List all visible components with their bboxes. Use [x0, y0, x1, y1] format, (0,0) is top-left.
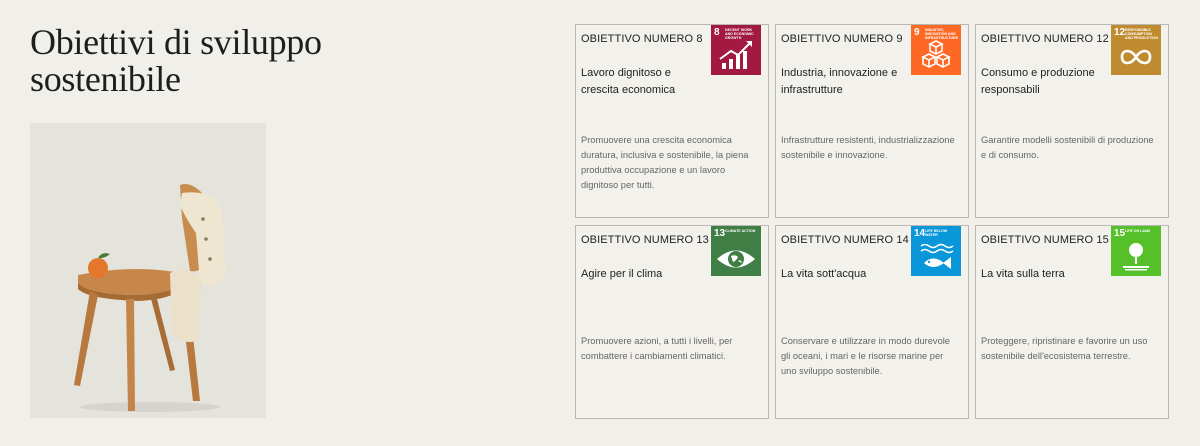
goal-card-15 [975, 225, 1169, 419]
goal-description: Promuovere azioni, a tutti i livelli, per combattere i cambiamenti climatici. [581, 336, 733, 361]
badge-text: LIFE ON LAND [1125, 229, 1151, 233]
sdg-13-badge [711, 226, 761, 276]
goal-label: OBIETTIVO NUMERO 15 [981, 234, 1109, 246]
badge-number: 9 [914, 27, 920, 38]
goal-description: Conservare e utilizzare in modo durevole gli oceani, i mari e le risorse marine per uno sviluppo sostenibile. [781, 336, 950, 376]
badge-text: LIFE BELOW WATER [925, 229, 948, 237]
sdg-9-badge [911, 25, 961, 75]
badge-text: CLIMATE ACTION [725, 229, 756, 233]
goal-label: OBIETTIVO NUMERO 9 [781, 33, 903, 45]
goal-label: OBIETTIVO NUMERO 13 [581, 234, 709, 246]
goals-grid [575, 24, 1169, 419]
chair-photo [30, 123, 266, 418]
goal-name: Agire per il clima [581, 268, 663, 280]
goal-card-13 [575, 225, 769, 419]
badge-number: 13 [714, 228, 726, 239]
goal-card-9 [775, 24, 969, 218]
page-title-line-2: sostenibile [30, 59, 181, 99]
badge-text: INDUSTRY, INNOVATION AND INFRASTRUCTURE [925, 28, 959, 40]
badge-number: 8 [714, 27, 720, 38]
badge-number: 14 [914, 228, 926, 239]
goal-description: Promuovere una crescita economica duratura, inclusiva e sostenibile, la piena produttiva occupazione e un lavoro dignitoso per tutti. [581, 135, 749, 190]
page-title-line-1: Obiettivi di sviluppo [30, 22, 322, 62]
badge-number: 12 [1114, 27, 1126, 38]
goal-description: Infrastrutture resistenti, industrializzazione sostenibile e innovazione. [781, 135, 955, 160]
goal-label: OBIETTIVO NUMERO 14 [781, 234, 909, 246]
page-title [30, 24, 322, 98]
badge-text: DECENT WORK AND ECONOMIC GROWTH [725, 28, 754, 40]
goal-description: Garantire modelli sostenibili di produzione e di consumo. [981, 135, 1154, 160]
goal-label: OBIETTIVO NUMERO 8 [581, 33, 703, 45]
goal-name: La vita sulla terra [981, 268, 1065, 280]
goal-name: Lavoro dignitoso e crescita economica [581, 67, 676, 96]
badge-text: RESPONSIBLE CONSUMPTION AND PRODUCTION [1125, 28, 1158, 40]
sdg-12-badge [1111, 25, 1161, 75]
goal-card-12 [975, 24, 1169, 218]
goal-name: La vita sott'acqua [781, 268, 867, 280]
goal-name: Consumo e produzione responsabili [981, 67, 1095, 96]
goal-card-8 [575, 24, 769, 218]
sdg-15-badge [1111, 226, 1161, 276]
goal-name: Industria, innovazione e infrastrutture [781, 67, 898, 96]
sdg-8-badge [711, 25, 761, 75]
goal-card-14 [775, 225, 969, 419]
goal-description: Proteggere, ripristinare e favorire un uso sostenibile dell'ecosistema terrestre. [981, 336, 1148, 361]
badge-number: 15 [1114, 228, 1126, 239]
goal-label: OBIETTIVO NUMERO 12 [981, 33, 1109, 45]
sdg-14-badge [911, 226, 961, 276]
